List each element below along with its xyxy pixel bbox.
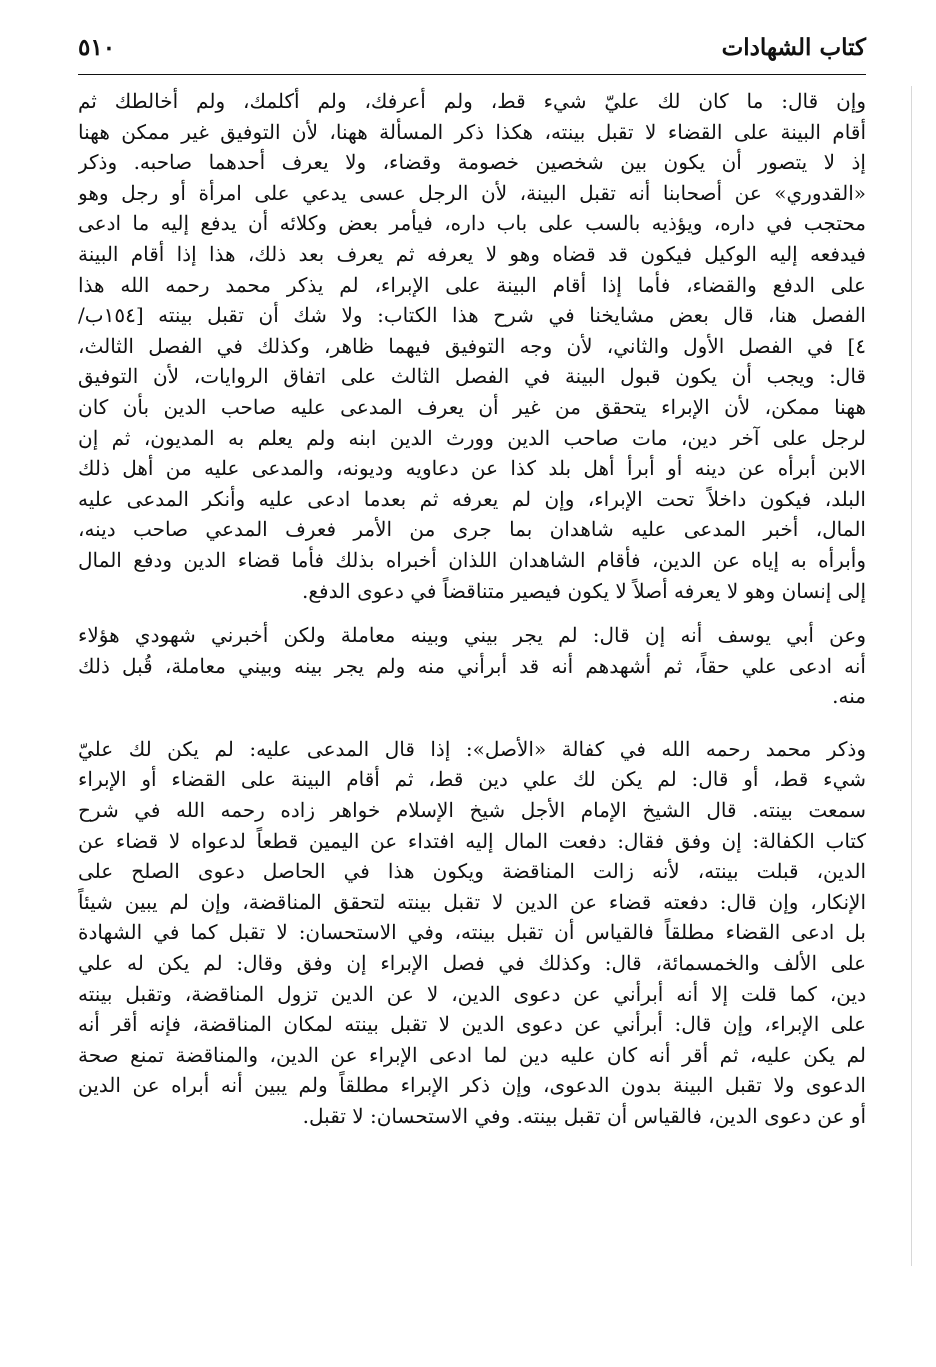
text-line: إلى إنسان وهو لا يعرفه أصلاً لا يكون فيصير متناقضاً في دعوى الدفع.: [302, 578, 866, 603]
text-line: «القدوري» عن أصحابنا أنه تقبل البينة، لأن الرجل عسى يدعي على امرأة أو رجل وهو: [78, 180, 866, 205]
text-line: الإنكار، وإن قال: دفعته قضاء عن الدين لا تقبل بينته لتحقق المناقضة، وإن لم يبين شيئاً: [78, 889, 866, 914]
text-line: كتاب الكفالة: إن وفق فقال: دفعت المال إليه افتداء عن اليمين قطعاً لدعواه لا قضاء عن: [78, 828, 866, 853]
text-line: المال، أخبر المدعى عليه شاهدان بما جرى من الأمر فعرف المدعي صاحب دينه،: [78, 517, 866, 542]
text-line: على الدفع والقضاء، فأما إذا أقام البينة على الإبراء، لم يذكر محمد رحمه الله هذا: [78, 272, 866, 297]
text-line: أنه ادعى علي حقاً، ثم أشهدهم أنه قد أبرأني منه ولم يجر بينه وبيني معاملة، قُبل ذلك: [78, 653, 866, 678]
text-line: على الإبراء، وإن قال: أبرأني عن دعوى الدين لا تقبل بينته لمكان المناقضة، فإنه أقر أنه: [78, 1012, 866, 1037]
paragraph-2: [78, 620, 866, 712]
text-line: قال: ويجب أن يكون قبول البينة في الفصل الثالث على اتفاق الروايات، لأن التوفيق: [78, 364, 866, 389]
text-line: وإن قال: ما كان لك عليّ شيء قط، ولم أعرفك، ولم أكلمك، ولم أخالطك ثم: [78, 89, 866, 113]
text-line: لم يكن عليه، ثم أقر أنه كان عليه دين لما ادعى الإبراء عن الدين، والمناقضة تمنع صحة: [78, 1042, 866, 1067]
text-line: وعن أبي يوسف أنه إن قال: لم يجر بيني وبينه معاملة ولكن أخبرني شهودي هؤلاء: [78, 623, 866, 648]
text-line: الفصل هنا، قال بعض مشايخنا في شرح هذا الكتاب: ولا شك أن تقبل بينته [١٥٤ب/: [78, 303, 866, 328]
text-line: الدعوى ولا تقبل البينة بدون الدعوى، وإن ذكر الإبراء مطلقاً ولم يبين أنه أبراه عن الدين: [78, 1073, 866, 1098]
text-line: الدين، قبلت بينته، لأنه زالت المناقضة ويكون هذا في الحاصل دعوى الصلح على: [78, 859, 866, 884]
text-line: دين، كما قلت إلا أنه أبرأني عن دعوى الدين، لا عن الدين تزول المناقضة، وتقبل بينته: [78, 981, 866, 1006]
text-line: بل ادعى القضاء مطلقاً فالقياس أن تقبل بينته، وفي الاستحسان: لا تقبل كما في الشهادة: [78, 920, 866, 945]
page-body: [78, 86, 866, 1132]
scan-edge-line: [911, 86, 912, 1266]
text-line: فيدفعه إليه الوكيل فيكون قد قضاه وهو لا يعرفه ثم يعرف بعد ذلك، هذا إذا أقام البينة: [78, 241, 866, 266]
text-line: ههنا ممكن، لأن الإبراء يتحقق من غير أن يعرف المدعى عليه صاحب الدين بأن كان: [78, 394, 866, 419]
text-line: شيء قط، أو قال: لم يكن لك علي دين قط، ثم أقام البينة على القضاء أو الإبراء: [78, 767, 866, 792]
text-line: لرجل على آخر دين، مات صاحب الدين وورث الدين ابنه ولم يعلم به المديون، ثم إن: [78, 425, 866, 450]
page-header: [78, 30, 866, 75]
text-line: محتجب في داره، ويؤذيه بالسب على باب داره، فيأمر بعض وكلائه أن يدفع إليه ما ادعى: [78, 211, 866, 236]
text-line: على الألف والخمسمائة، قال: وكذلك في فصل الإبراء إن وفق وقال: لم يكن له علي: [78, 951, 866, 976]
text-line: وذكر محمد رحمه الله في كفالة «الأصل»: إذا قال المدعى عليه: لم يكن لك عليّ: [78, 736, 866, 761]
text-line: سمعت بينته. قال الشيخ الإمام الأجل شيخ الإسلام خواهر زاده رحمه الله في شرح: [78, 798, 866, 823]
text-line: وأبرأه به إياه عن الدين، فأقام الشاهدان اللذان أخبراه بذلك فأما قضاء الدين ودفع المال: [78, 547, 866, 572]
text-line: أقام البينة على القضاء لا تقبل بينته، هكذا ذكر المسألة ههنا، لأن التوفيق غير ممكن ههنا: [78, 119, 866, 144]
text-line: ٤] في الفصل الأول والثاني، لأن وجه التوفيق فيهما ظاهر، وكذلك في الفصل الثالث،: [78, 333, 866, 358]
text-line: البلد، فيكون داخلاً تحت الإبراء، وإن لم يعرفه ثم بعدما ادعى عليه وأنكر المدعى عليه: [78, 486, 866, 511]
paragraph-1: [78, 86, 866, 606]
paragraph-3: [78, 734, 866, 1132]
text-line: الابن أبرأه عن دينه أو أبرأ أهل بلد كذا عن دعاويه وديونه، والمدعى عليه من أهل ذلك: [78, 456, 866, 481]
text-line: إذ لا يتصور أن يكون بين شخصين خصومة وقضاء، ولا يعرف أحدهما صاحبه. وذكر: [78, 150, 866, 175]
text-line: منه.: [832, 684, 866, 709]
page-number: ٥١٠: [78, 34, 116, 61]
text-line: أو عن دعوى الدين، فالقياس أن تقبل بينته. وفي الاستحسان: لا تقبل.: [302, 1104, 866, 1128]
chapter-title: كتاب الشهادات: [721, 34, 866, 61]
